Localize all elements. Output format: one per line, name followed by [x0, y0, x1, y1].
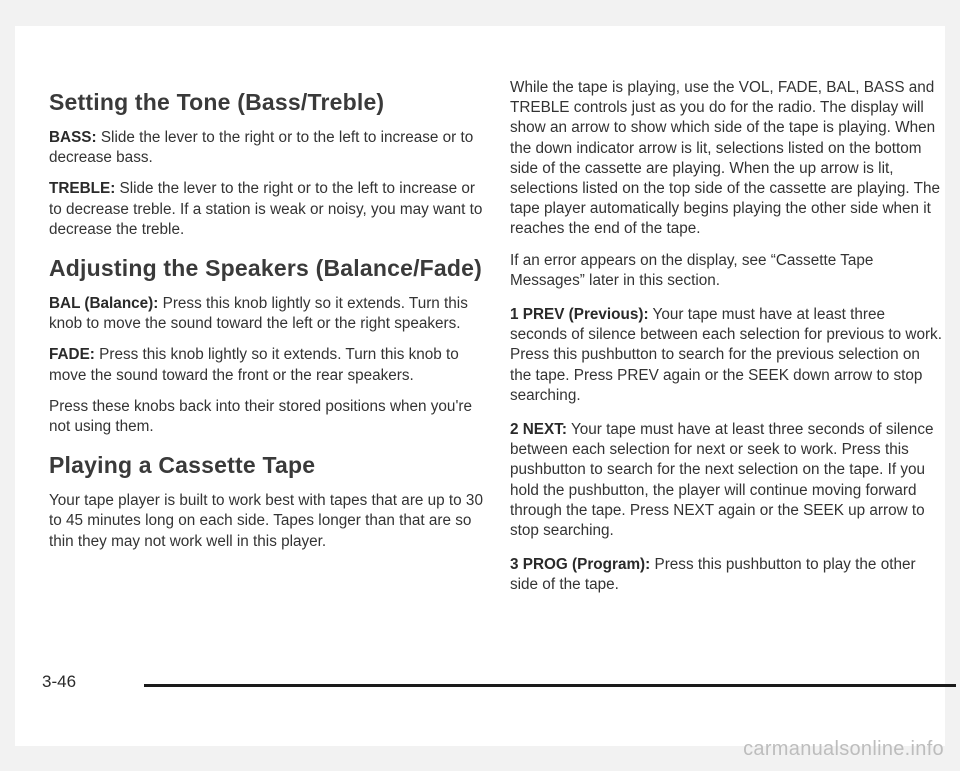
next-label: 2 NEXT: [510, 421, 567, 439]
playing-paragraph: While the tape is playing, use the VOL, FADE, BAL, BASS and TREBLE controls just as you do for the radio. The display will show an arrow to show which side of the tape is playing. When the down indicator arrow is lit, selections listed on the bottom side of the cassette are playing. When the up arrow is lit, selections listed on the top side of the cassette are playing. The tape player automatically begins playing the other side when it reaches the end of the tape. [510, 79, 940, 238]
speakers-heading: Adjusting the Speakers (Balance/Fade) [49, 255, 483, 282]
treble-label: TREBLE: [49, 180, 116, 198]
footer-rule [144, 684, 956, 687]
next-paragraph [510, 420, 945, 541]
prog-text: Press this pushbutton to play the other side of the tape. [510, 556, 916, 594]
treble-paragraph [49, 179, 489, 240]
manual-page [15, 26, 945, 746]
fade-text: Press this knob lightly so it extends. Turn this knob to move the sound toward the front or the rear speakers. [49, 346, 459, 384]
page-number: 3-46 [42, 672, 77, 691]
page-footer [42, 672, 957, 696]
bal-text: Press this knob lightly so it extends. Turn this knob to move the sound toward the left or the right speakers. [49, 295, 468, 333]
prev-paragraph [510, 305, 945, 406]
next-text: Your tape must have at least three seconds of silence between each selection for next or seek to work. Press this pushbutton to search for the next selection on the tape. If you hold the pushbutton, the player will continue moving forward through the tape. Press NEXT again or the SEEK up arrow to stop searching. [510, 421, 934, 540]
cassette-heading: Playing a Cassette Tape [49, 452, 316, 479]
prev-label: 1 PREV (Previous): [510, 306, 649, 324]
bass-text: Slide the lever to the right or to the left to increase or to decrease bass. [49, 129, 474, 167]
right-column [510, 78, 945, 607]
knobs-paragraph: Press these knobs back into their stored positions when you're not using them. [49, 397, 472, 436]
bass-label: BASS: [49, 129, 97, 146]
bass-paragraph [49, 128, 489, 168]
watermark: carmanualsonline.info [743, 738, 944, 760]
fade-label: FADE: [49, 346, 95, 364]
treble-text: Slide the lever to the right or to the left to increase or to decrease treble. If a station is weak or noisy, you may want to decrease the treble. [49, 180, 483, 238]
prog-label: 3 PROG (Program): [510, 556, 651, 574]
left-column [49, 88, 489, 563]
bal-label: BAL (Balance): [49, 295, 159, 313]
prog-paragraph [510, 555, 945, 595]
error-paragraph: If an error appears on the display, see “Cassette Tape Messages” later in this section. [510, 251, 874, 289]
prev-text: Your tape must have at least three seconds of silence between each selection for previous to work. Press this pushbutton to search for the previous selection on the tape. Press PREV again or the SEEK down arrow to stop searching. [510, 306, 942, 404]
cassette-paragraph: Your tape player is built to work best with tapes that are up to 30 to 45 minutes long on each side. Tapes longer than that are so thin they may not work well in this player. [49, 492, 483, 550]
fade-paragraph [49, 345, 489, 385]
bal-paragraph [49, 294, 489, 334]
tone-heading: Setting the Tone (Bass/Treble) [49, 89, 385, 115]
